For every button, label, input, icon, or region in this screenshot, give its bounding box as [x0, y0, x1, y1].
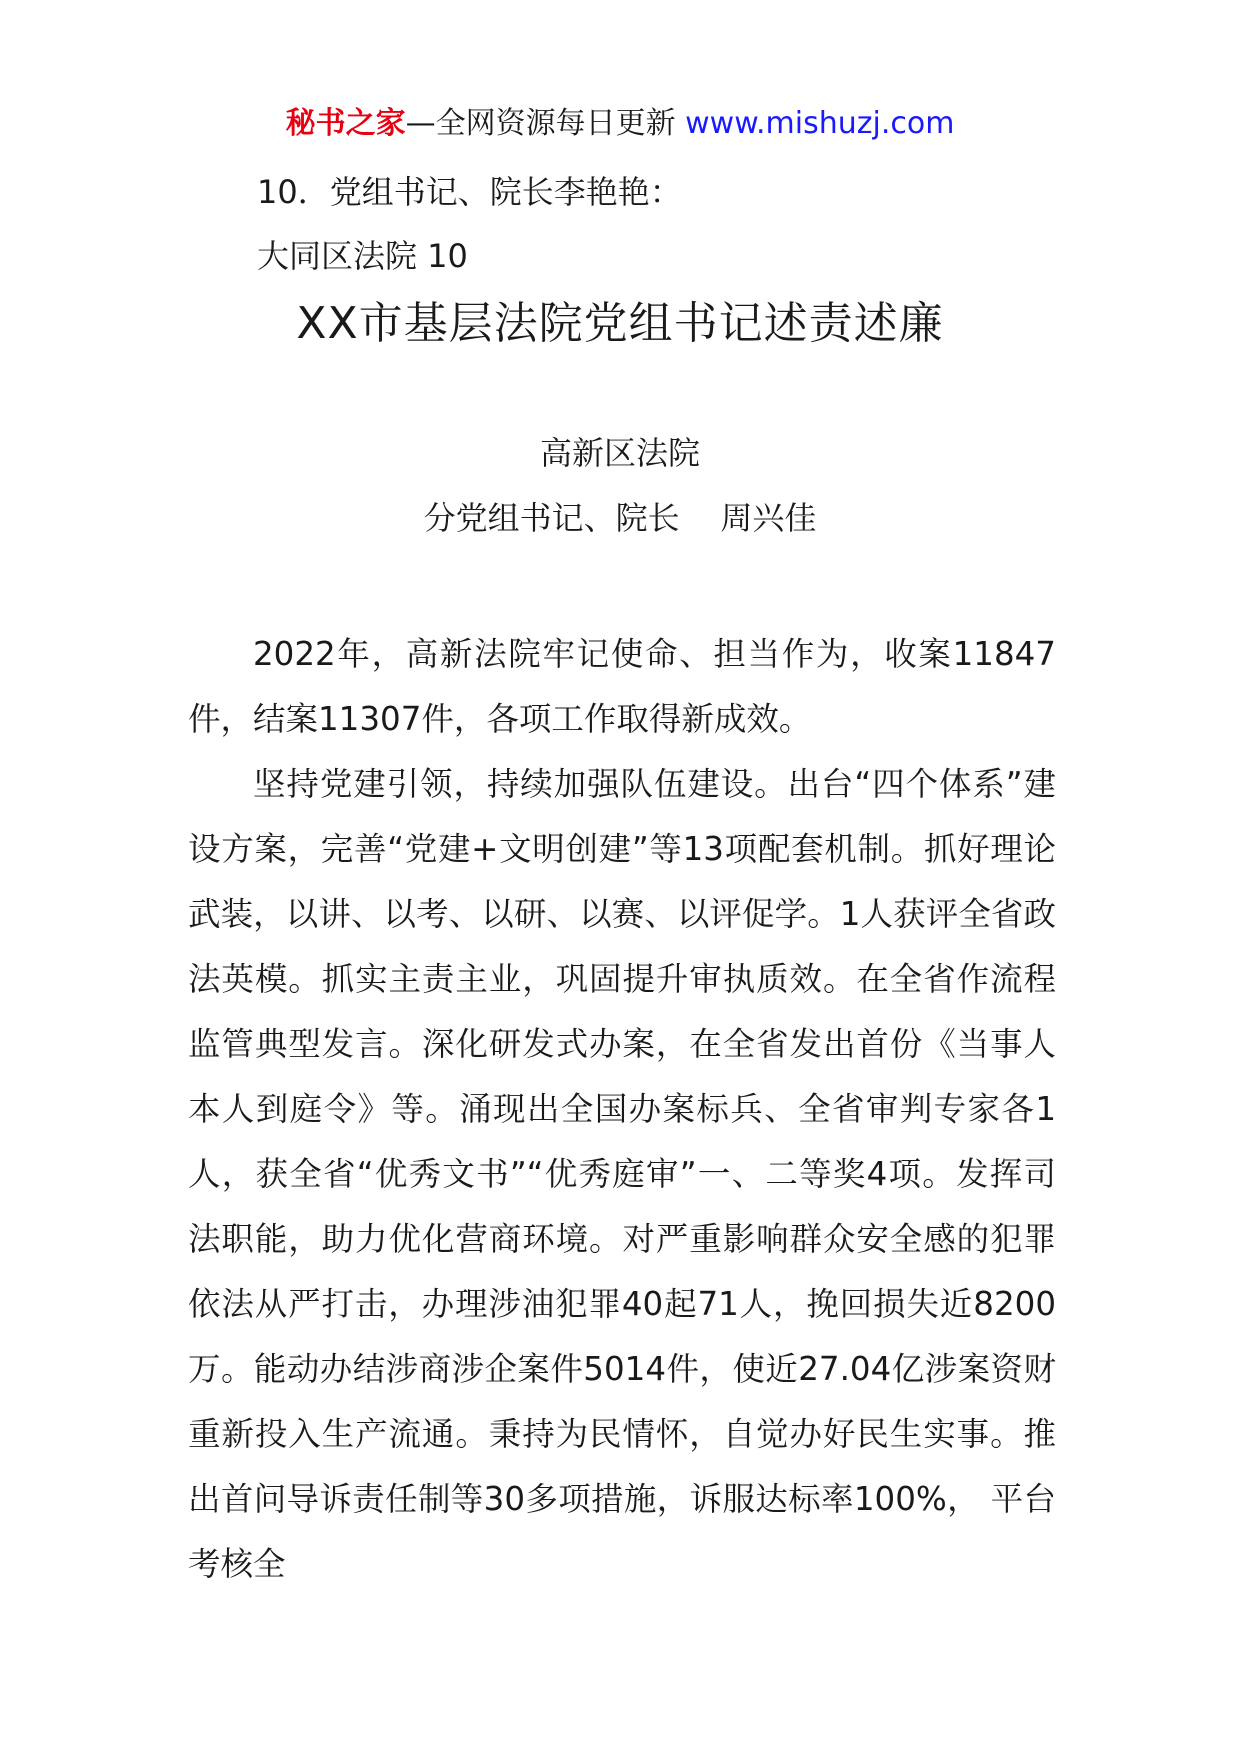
note-line-2: 大同区法院 10	[257, 237, 468, 275]
note-line-1: 10．党组书记、院长李艳艳：	[257, 173, 682, 211]
document-body	[188, 622, 1056, 1597]
document-title: XX市基层法院党组书记述责述廉	[296, 298, 944, 349]
body-paragraph-1: 2022年，高新法院牢记使命、担当作为，收案11847件，结案11307件，各项工作取得新成效。	[188, 635, 1056, 738]
author-role: 分党组书记、院长 周兴佳	[423, 499, 817, 537]
body-paragraph-2: 坚持党建引领，持续加强队伍建设。出台“四个体系”建设方案，完善“党建+文明创建”等13项配套机制。抓好理论武装，以讲、以考、以研、以赛、以评促学。1人获评全省政法英模。抓实主责主业，巩固提升审执质效。在全省作流程监管典型发言。深化研发式办案，在全省发出首份《当事人本人到庭令》等。涌现出全国办案标兵、全省审判专家各1人，获全省“优秀文书”“优秀庭审”一、二等奖4项。发挥司法职能，助力优化营商环境。对严重影响群众安全感的犯罪依法从严打击，办理涉油犯罪40起71人，挽回损失近8200万。能动办结涉商涉企案件5014件，使近27.04亿涉案资财重新投入生产流通。秉持为民情怀，自觉办好民生实事。推出首问导诉责任制等30多项措施，诉服达标率100%， 平台考核全	[188, 765, 1056, 1583]
site-header	[0, 104, 1240, 144]
site-url-link[interactable]: www.mishuzj.com	[685, 106, 955, 141]
site-tagline: —全网资源每日更新	[405, 106, 686, 141]
site-brand: 秘书之家	[285, 106, 406, 141]
author-unit: 高新区法院	[539, 434, 700, 472]
